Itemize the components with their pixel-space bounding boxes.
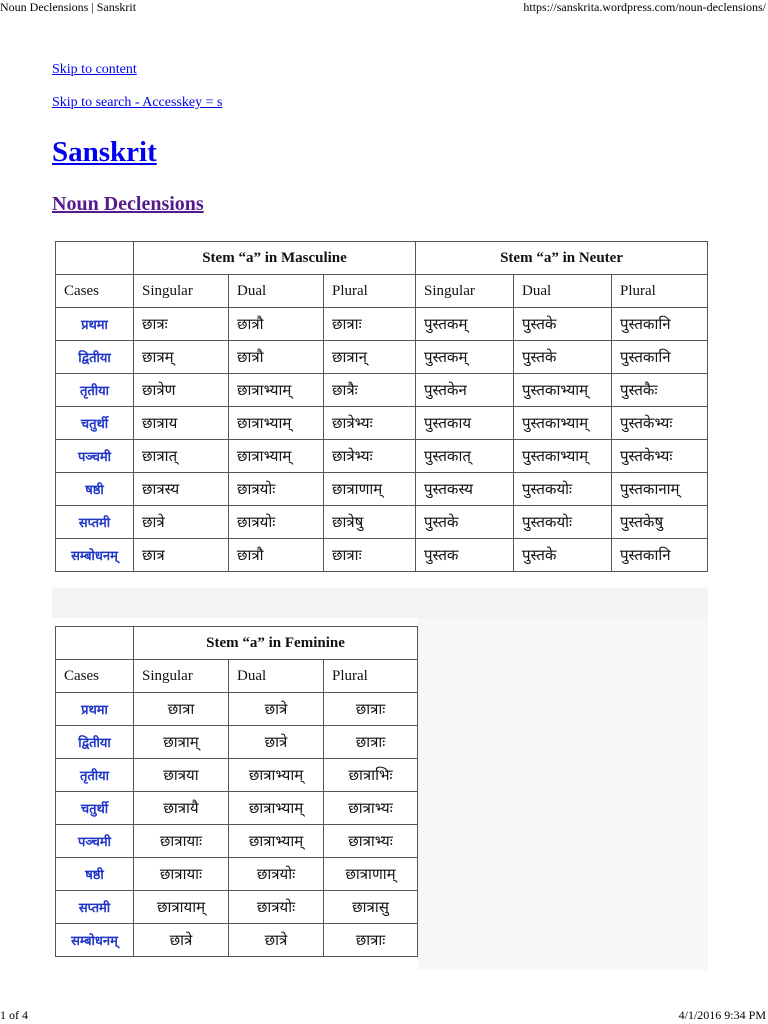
case-label: द्वितीया [56,726,134,759]
neut-dual-cell: पुस्तके [514,539,612,572]
fem-plural-cell: छात्राभ्यः [324,825,418,858]
print-header-title: Noun Declensions | Sanskrit [0,0,137,14]
masc-singular-cell: छात्रात् [134,440,229,473]
case-label: तृतीया [56,759,134,792]
case-label: तृतीया [56,374,134,407]
image-background-band [52,588,708,618]
masc-dual-header: Dual [229,275,324,308]
case-label: चतुर्थी [56,792,134,825]
print-datetime: 4/1/2016 9:34 PM [678,1008,766,1022]
neut-plural-cell: पुस्तकानि [612,308,708,341]
fem-dual-cell: छात्रे [229,693,324,726]
fem-dual-cell: छात्राभ्याम् [229,792,324,825]
neut-dual-cell: पुस्तकाभ्याम् [514,407,612,440]
masc-dual-cell: छात्रयोः [229,506,324,539]
table-row [56,341,708,374]
fem-plural-cell: छात्राणाम् [324,858,418,891]
print-header [0,0,768,16]
neut-singular-cell: पुस्तकस्य [416,473,514,506]
neut-plural-cell: पुस्तकानाम् [612,473,708,506]
neut-singular-header: Singular [416,275,514,308]
neut-plural-cell: पुस्तकैः [612,374,708,407]
cases-header: Cases [56,660,134,693]
fem-singular-cell: छात्रायाः [134,825,229,858]
neut-singular-cell: पुस्तकम् [416,308,514,341]
fem-dual-cell: छात्राभ्याम् [229,825,324,858]
masc-dual-cell: छात्रौ [229,308,324,341]
masc-plural-cell: छात्राः [324,539,416,572]
table-row [56,891,418,924]
masc-plural-cell: छात्राणाम् [324,473,416,506]
table-row [56,693,418,726]
masc-singular-cell: छात्रे [134,506,229,539]
case-label: षष्ठी [56,858,134,891]
masc-plural-cell: छात्रेभ्यः [324,440,416,473]
neut-singular-cell: पुस्तकाय [416,407,514,440]
fem-plural-cell: छात्राः [324,693,418,726]
fem-dual-cell: छात्रे [229,726,324,759]
table2-corner-cell [56,627,134,660]
masc-plural-cell: छात्रेभ्यः [324,407,416,440]
fem-singular-cell: छात्रायाम् [134,891,229,924]
skip-to-search-link[interactable]: Skip to search - Accesskey = s [52,95,223,110]
table-row [56,374,708,407]
neut-plural-cell: पुस्तकानि [612,341,708,374]
case-label: सम्बोधनम् [56,924,134,957]
table-row [56,759,418,792]
table2-group-header-row [56,627,418,660]
skip-to-content-link[interactable]: Skip to content [52,62,137,77]
case-label: सम्बोधनम् [56,539,134,572]
neut-dual-header: Dual [514,275,612,308]
table-row [56,506,708,539]
case-label: पञ्चमी [56,825,134,858]
masc-singular-cell: छात्राय [134,407,229,440]
masc-singular-cell: छात्र [134,539,229,572]
neut-singular-cell: पुस्तकात् [416,440,514,473]
fem-plural-cell: छात्राभ्यः [324,792,418,825]
neut-singular-cell: पुस्तके [416,506,514,539]
neut-plural-cell: पुस्तकेषु [612,506,708,539]
neut-dual-cell: पुस्तकाभ्याम् [514,374,612,407]
feminine-declension-table [55,626,418,957]
print-header-url: https://sanskrita.wordpress.com/noun-declensions/ [523,0,766,14]
table-row [56,473,708,506]
masc-plural-cell: छात्रैः [324,374,416,407]
fem-singular-header: Singular [134,660,229,693]
masc-plural-cell: छात्राः [324,308,416,341]
masculine-neuter-declension-table [55,241,708,572]
masc-dual-cell: छात्रयोः [229,473,324,506]
masc-singular-cell: छात्रम् [134,341,229,374]
case-label: द्वितीया [56,341,134,374]
masc-dual-cell: छात्रौ [229,539,324,572]
table-row [56,858,418,891]
masc-dual-cell: छात्राभ्याम् [229,440,324,473]
neut-dual-cell: पुस्तकयोः [514,506,612,539]
masc-dual-cell: छात्राभ्याम् [229,407,324,440]
page-heading-link[interactable]: Noun Declensions [52,193,204,215]
case-label: प्रथमा [56,693,134,726]
feminine-group-header: Stem “a” in Feminine [134,627,418,660]
fem-plural-cell: छात्राः [324,726,418,759]
fem-dual-header: Dual [229,660,324,693]
fem-singular-cell: छात्रायाः [134,858,229,891]
case-label: सप्तमी [56,506,134,539]
case-label: प्रथमा [56,308,134,341]
neut-plural-cell: पुस्तकानि [612,539,708,572]
case-label: पञ्चमी [56,440,134,473]
fem-plural-cell: छात्राभिः [324,759,418,792]
neuter-group-header: Stem “a” in Neuter [416,242,708,275]
table-row [56,308,708,341]
fem-singular-cell: छात्राम् [134,726,229,759]
masc-singular-cell: छात्रस्य [134,473,229,506]
page-number: 1 of 4 [0,1008,28,1022]
fem-singular-cell: छात्रायै [134,792,229,825]
fem-dual-cell: छात्राभ्याम् [229,759,324,792]
masc-singular-cell: छात्रेण [134,374,229,407]
table-row [56,924,418,957]
fem-dual-cell: छात्रे [229,924,324,957]
fem-singular-cell: छात्रा [134,693,229,726]
cases-header: Cases [56,275,134,308]
table1-column-header-row [56,275,708,308]
fem-dual-cell: छात्रयोः [229,891,324,924]
neut-dual-cell: पुस्तकयोः [514,473,612,506]
neut-plural-cell: पुस्तकेभ्यः [612,440,708,473]
table-row [56,726,418,759]
fem-singular-cell: छात्रे [134,924,229,957]
masc-singular-cell: छात्रः [134,308,229,341]
table2-column-header-row [56,660,418,693]
masc-plural-cell: छात्रान् [324,341,416,374]
case-label: चतुर्थी [56,407,134,440]
case-label: षष्ठी [56,473,134,506]
case-label: सप्तमी [56,891,134,924]
site-title-link[interactable]: Sanskrit [52,136,157,168]
neut-dual-cell: पुस्तके [514,308,612,341]
masc-plural-cell: छात्रेषु [324,506,416,539]
neut-singular-cell: पुस्तक [416,539,514,572]
neut-singular-cell: पुस्तकम् [416,341,514,374]
neut-dual-cell: पुस्तकाभ्याम् [514,440,612,473]
fem-dual-cell: छात्रयोः [229,858,324,891]
fem-plural-cell: छात्राः [324,924,418,957]
neut-plural-header: Plural [612,275,708,308]
neut-dual-cell: पुस्तके [514,341,612,374]
fem-plural-header: Plural [324,660,418,693]
table-row [56,440,708,473]
neut-plural-cell: पुस्तकेभ्यः [612,407,708,440]
print-footer [0,1008,768,1024]
table-row [56,539,708,572]
masculine-group-header: Stem “a” in Masculine [134,242,416,275]
fem-singular-cell: छात्रया [134,759,229,792]
masc-dual-cell: छात्राभ्याम् [229,374,324,407]
fem-plural-cell: छात्रासु [324,891,418,924]
image-background-area [418,618,708,970]
table-row [56,407,708,440]
neut-singular-cell: पुस्तकेन [416,374,514,407]
table-row [56,825,418,858]
masc-singular-header: Singular [134,275,229,308]
table-row [56,792,418,825]
masc-plural-header: Plural [324,275,416,308]
table1-corner-cell [56,242,134,275]
masc-dual-cell: छात्रौ [229,341,324,374]
table1-group-header-row [56,242,708,275]
